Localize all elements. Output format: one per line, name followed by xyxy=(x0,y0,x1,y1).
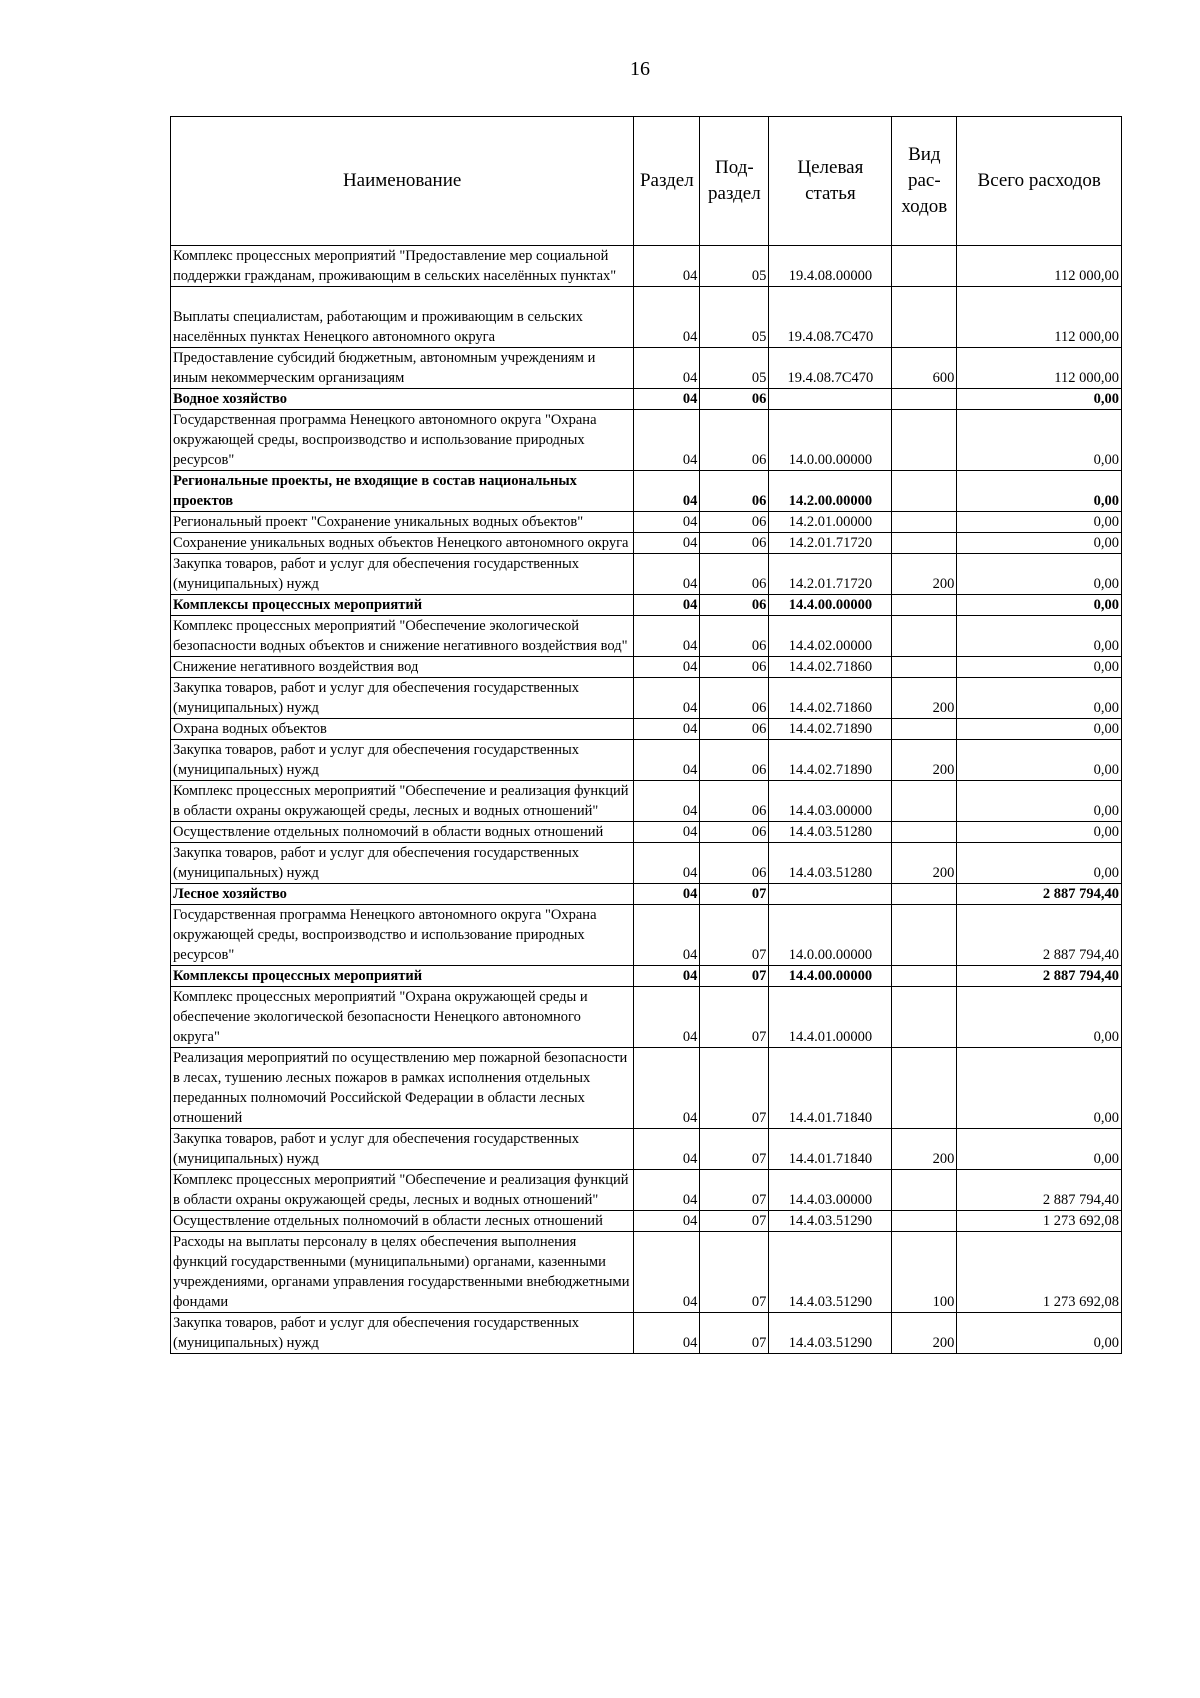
table-row xyxy=(171,287,1122,348)
row-statya: 19.4.08.7С470 xyxy=(769,348,892,389)
row-name: Снижение негативного воздействия вод xyxy=(171,657,634,678)
row-razdel: 04 xyxy=(634,1170,700,1211)
row-total: 112 000,00 xyxy=(957,246,1122,287)
row-total: 0,00 xyxy=(957,843,1122,884)
row-podrazdel: 07 xyxy=(700,987,769,1048)
page-number: 16 xyxy=(630,58,650,80)
table-row xyxy=(171,1170,1122,1211)
row-vid-rashodov xyxy=(892,1170,957,1211)
row-total: 1 273 692,08 xyxy=(957,1211,1122,1232)
row-podrazdel: 06 xyxy=(700,616,769,657)
row-statya: 14.0.00.00000 xyxy=(769,905,892,966)
row-name: Реализация мероприятий по осуществлению мер пожарной безопасности в лесах, тушению лесных пожаров в рамках исполнения отдельных переданных полномочий Российской Федерации в области лесных отношений xyxy=(171,1048,634,1129)
row-razdel: 04 xyxy=(634,740,700,781)
row-name: Комплекс процессных мероприятий "Предоставление мер социальной поддержки гражданам, проживающим в сельских населённых пунктах" xyxy=(171,246,634,287)
row-vid-rashodov: 200 xyxy=(892,843,957,884)
table-row xyxy=(171,843,1122,884)
row-total: 0,00 xyxy=(957,1048,1122,1129)
row-vid-rashodov xyxy=(892,246,957,287)
row-name: Закупка товаров, работ и услуг для обеспечения государственных (муниципальных) нужд xyxy=(171,554,634,595)
row-podrazdel: 06 xyxy=(700,822,769,843)
row-total: 0,00 xyxy=(957,657,1122,678)
row-podrazdel: 07 xyxy=(700,905,769,966)
row-statya: 14.2.01.71720 xyxy=(769,533,892,554)
row-statya: 14.0.00.00000 xyxy=(769,410,892,471)
header-podrazdel: Под-раздел xyxy=(700,117,769,246)
table-row xyxy=(171,410,1122,471)
row-statya: 14.4.01.71840 xyxy=(769,1048,892,1129)
row-podrazdel: 07 xyxy=(700,1170,769,1211)
row-vid-rashodov xyxy=(892,616,957,657)
row-podrazdel: 07 xyxy=(700,966,769,987)
row-name: Осуществление отдельных полномочий в области лесных отношений xyxy=(171,1211,634,1232)
table-row xyxy=(171,1129,1122,1170)
row-vid-rashodov: 200 xyxy=(892,1313,957,1354)
row-name: Закупка товаров, работ и услуг для обеспечения государственных (муниципальных) нужд xyxy=(171,843,634,884)
row-statya xyxy=(769,389,892,410)
row-razdel: 04 xyxy=(634,1232,700,1313)
header-vid-rashodov: Вид рас-ходов xyxy=(892,117,957,246)
row-name: Комплексы процессных мероприятий xyxy=(171,595,634,616)
row-name: Водное хозяйство xyxy=(171,389,634,410)
table-row xyxy=(171,657,1122,678)
row-podrazdel: 06 xyxy=(700,512,769,533)
table-header-row xyxy=(171,117,1122,246)
row-statya: 19.4.08.00000 xyxy=(769,246,892,287)
row-razdel: 04 xyxy=(634,1048,700,1129)
table-row xyxy=(171,512,1122,533)
row-razdel: 04 xyxy=(634,389,700,410)
row-total: 0,00 xyxy=(957,987,1122,1048)
row-name: Комплексы процессных мероприятий xyxy=(171,966,634,987)
row-name: Государственная программа Ненецкого автономного округа "Охрана окружающей среды, воспроизводство и использование природных ресурсов" xyxy=(171,410,634,471)
row-podrazdel: 06 xyxy=(700,781,769,822)
row-razdel: 04 xyxy=(634,471,700,512)
row-podrazdel: 07 xyxy=(700,1211,769,1232)
row-podrazdel: 06 xyxy=(700,740,769,781)
table-row xyxy=(171,822,1122,843)
row-total: 0,00 xyxy=(957,410,1122,471)
row-vid-rashodov xyxy=(892,781,957,822)
row-statya: 14.4.00.00000 xyxy=(769,595,892,616)
row-vid-rashodov xyxy=(892,987,957,1048)
table-row xyxy=(171,905,1122,966)
row-statya: 14.4.02.71860 xyxy=(769,678,892,719)
row-total: 0,00 xyxy=(957,1313,1122,1354)
row-total: 0,00 xyxy=(957,678,1122,719)
row-vid-rashodov xyxy=(892,1211,957,1232)
row-razdel: 04 xyxy=(634,1313,700,1354)
row-total: 0,00 xyxy=(957,389,1122,410)
table-row xyxy=(171,533,1122,554)
row-statya: 14.4.02.00000 xyxy=(769,616,892,657)
row-total: 0,00 xyxy=(957,1129,1122,1170)
row-statya: 14.4.03.51280 xyxy=(769,822,892,843)
table-row xyxy=(171,781,1122,822)
row-podrazdel: 06 xyxy=(700,595,769,616)
row-statya: 14.2.00.00000 xyxy=(769,471,892,512)
row-razdel: 04 xyxy=(634,512,700,533)
row-vid-rashodov: 600 xyxy=(892,348,957,389)
row-vid-rashodov xyxy=(892,966,957,987)
row-total: 0,00 xyxy=(957,740,1122,781)
row-statya: 14.4.01.00000 xyxy=(769,987,892,1048)
table-row xyxy=(171,595,1122,616)
row-name: Закупка товаров, работ и услуг для обеспечения государственных (муниципальных) нужд xyxy=(171,1129,634,1170)
row-razdel: 04 xyxy=(634,719,700,740)
row-statya: 14.4.02.71890 xyxy=(769,740,892,781)
row-razdel: 04 xyxy=(634,554,700,595)
row-razdel: 04 xyxy=(634,595,700,616)
row-vid-rashodov xyxy=(892,533,957,554)
row-razdel: 04 xyxy=(634,966,700,987)
table-row xyxy=(171,554,1122,595)
row-razdel: 04 xyxy=(634,287,700,348)
row-razdel: 04 xyxy=(634,905,700,966)
row-statya: 14.2.01.71720 xyxy=(769,554,892,595)
row-name: Региональные проекты, не входящие в состав национальных проектов xyxy=(171,471,634,512)
row-name: Комплекс процессных мероприятий "Обеспечение экологической безопасности водных объектов и снижение негативного воздействия вод" xyxy=(171,616,634,657)
row-podrazdel: 06 xyxy=(700,410,769,471)
row-podrazdel: 07 xyxy=(700,884,769,905)
row-vid-rashodov xyxy=(892,1048,957,1129)
row-razdel: 04 xyxy=(634,657,700,678)
row-podrazdel: 07 xyxy=(700,1313,769,1354)
row-podrazdel: 06 xyxy=(700,533,769,554)
row-name: Региональный проект "Сохранение уникальных водных объектов" xyxy=(171,512,634,533)
row-razdel: 04 xyxy=(634,410,700,471)
row-total: 2 887 794,40 xyxy=(957,966,1122,987)
header-total: Всего расходов xyxy=(957,117,1122,246)
header-statya: Целевая статья xyxy=(769,117,892,246)
row-name: Комплекс процессных мероприятий "Обеспечение и реализация функций в области охраны окружающей среды, лесных и водных отношений" xyxy=(171,781,634,822)
header-razdel: Раздел xyxy=(634,117,700,246)
row-total: 0,00 xyxy=(957,595,1122,616)
table-row xyxy=(171,884,1122,905)
row-total: 112 000,00 xyxy=(957,287,1122,348)
table-row xyxy=(171,678,1122,719)
row-name: Комплекс процессных мероприятий "Обеспечение и реализация функций в области охраны окружающей среды, лесных и водных отношений" xyxy=(171,1170,634,1211)
row-vid-rashodov xyxy=(892,287,957,348)
row-total: 0,00 xyxy=(957,616,1122,657)
row-podrazdel: 07 xyxy=(700,1232,769,1313)
row-razdel: 04 xyxy=(634,533,700,554)
row-vid-rashodov: 200 xyxy=(892,554,957,595)
table-row xyxy=(171,1313,1122,1354)
row-total: 2 887 794,40 xyxy=(957,884,1122,905)
row-vid-rashodov xyxy=(892,822,957,843)
row-razdel: 04 xyxy=(634,884,700,905)
table-body xyxy=(171,246,1122,1354)
row-statya: 19.4.08.7С470 xyxy=(769,287,892,348)
row-razdel: 04 xyxy=(634,843,700,884)
row-vid-rashodov xyxy=(892,884,957,905)
row-razdel: 04 xyxy=(634,348,700,389)
row-podrazdel: 06 xyxy=(700,843,769,884)
table-row xyxy=(171,987,1122,1048)
table-row xyxy=(171,616,1122,657)
row-podrazdel: 06 xyxy=(700,389,769,410)
row-total: 0,00 xyxy=(957,554,1122,595)
budget-table xyxy=(170,116,1122,1354)
row-name: Осуществление отдельных полномочий в области водных отношений xyxy=(171,822,634,843)
table-row xyxy=(171,1048,1122,1129)
row-statya: 14.4.00.00000 xyxy=(769,966,892,987)
row-vid-rashodov: 200 xyxy=(892,1129,957,1170)
row-total: 0,00 xyxy=(957,781,1122,822)
table-row xyxy=(171,966,1122,987)
row-podrazdel: 05 xyxy=(700,287,769,348)
row-total: 0,00 xyxy=(957,719,1122,740)
row-statya: 14.4.03.00000 xyxy=(769,1170,892,1211)
row-name: Закупка товаров, работ и услуг для обеспечения государственных (муниципальных) нужд xyxy=(171,1313,634,1354)
row-total: 0,00 xyxy=(957,471,1122,512)
row-statya: 14.4.02.71890 xyxy=(769,719,892,740)
row-vid-rashodov xyxy=(892,595,957,616)
table-row xyxy=(171,389,1122,410)
row-razdel: 04 xyxy=(634,1211,700,1232)
row-vid-rashodov xyxy=(892,471,957,512)
row-name: Закупка товаров, работ и услуг для обеспечения государственных (муниципальных) нужд xyxy=(171,678,634,719)
row-vid-rashodov xyxy=(892,905,957,966)
row-name: Лесное хозяйство xyxy=(171,884,634,905)
row-podrazdel: 06 xyxy=(700,719,769,740)
row-razdel: 04 xyxy=(634,822,700,843)
row-vid-rashodov xyxy=(892,389,957,410)
row-total: 2 887 794,40 xyxy=(957,905,1122,966)
row-name: Охрана водных объектов xyxy=(171,719,634,740)
table-row xyxy=(171,1232,1122,1313)
row-vid-rashodov xyxy=(892,719,957,740)
row-razdel: 04 xyxy=(634,616,700,657)
row-statya: 14.4.02.71860 xyxy=(769,657,892,678)
table-row xyxy=(171,740,1122,781)
table-row xyxy=(171,246,1122,287)
row-vid-rashodov xyxy=(892,410,957,471)
row-name: Расходы на выплаты персоналу в целях обеспечения выполнения функций государственными (муниципальными) органами, казенными учреждениями, органами управления государственными внебюджетными фондами xyxy=(171,1232,634,1313)
row-podrazdel: 05 xyxy=(700,246,769,287)
row-razdel: 04 xyxy=(634,1129,700,1170)
row-name: Сохранение уникальных водных объектов Ненецкого автономного округа xyxy=(171,533,634,554)
row-total: 0,00 xyxy=(957,822,1122,843)
row-podrazdel: 06 xyxy=(700,678,769,719)
row-razdel: 04 xyxy=(634,678,700,719)
row-total: 0,00 xyxy=(957,512,1122,533)
row-vid-rashodov: 200 xyxy=(892,678,957,719)
row-name: Выплаты специалистам, работающим и проживающим в сельских населённых пунктах Ненецкого автономного округа xyxy=(171,287,634,348)
table-row xyxy=(171,719,1122,740)
header-name: Наименование xyxy=(171,117,634,246)
row-statya: 14.4.01.71840 xyxy=(769,1129,892,1170)
table-row xyxy=(171,1211,1122,1232)
row-total: 1 273 692,08 xyxy=(957,1232,1122,1313)
row-statya: 14.4.03.00000 xyxy=(769,781,892,822)
row-podrazdel: 06 xyxy=(700,554,769,595)
row-statya: 14.4.03.51290 xyxy=(769,1211,892,1232)
row-razdel: 04 xyxy=(634,987,700,1048)
row-statya: 14.4.03.51280 xyxy=(769,843,892,884)
row-name: Государственная программа Ненецкого автономного округа "Охрана окружающей среды, воспроизводство и использование природных ресурсов" xyxy=(171,905,634,966)
row-razdel: 04 xyxy=(634,246,700,287)
row-razdel: 04 xyxy=(634,781,700,822)
row-statya: 14.4.03.51290 xyxy=(769,1232,892,1313)
row-total: 2 887 794,40 xyxy=(957,1170,1122,1211)
row-name: Предоставление субсидий бюджетным, автономным учреждениям и иным некоммерческим организациям xyxy=(171,348,634,389)
row-vid-rashodov: 100 xyxy=(892,1232,957,1313)
row-total: 112 000,00 xyxy=(957,348,1122,389)
row-name: Комплекс процессных мероприятий "Охрана окружающей среды и обеспечение экологической безопасности Ненецкого автономного округа" xyxy=(171,987,634,1048)
row-vid-rashodov: 200 xyxy=(892,740,957,781)
table-row xyxy=(171,471,1122,512)
row-podrazdel: 07 xyxy=(700,1129,769,1170)
row-podrazdel: 06 xyxy=(700,471,769,512)
row-name: Закупка товаров, работ и услуг для обеспечения государственных (муниципальных) нужд xyxy=(171,740,634,781)
row-statya xyxy=(769,884,892,905)
row-podrazdel: 07 xyxy=(700,1048,769,1129)
row-vid-rashodov xyxy=(892,657,957,678)
row-podrazdel: 05 xyxy=(700,348,769,389)
row-vid-rashodov xyxy=(892,512,957,533)
row-total: 0,00 xyxy=(957,533,1122,554)
table-row xyxy=(171,348,1122,389)
row-statya: 14.2.01.00000 xyxy=(769,512,892,533)
row-podrazdel: 06 xyxy=(700,657,769,678)
row-statya: 14.4.03.51290 xyxy=(769,1313,892,1354)
